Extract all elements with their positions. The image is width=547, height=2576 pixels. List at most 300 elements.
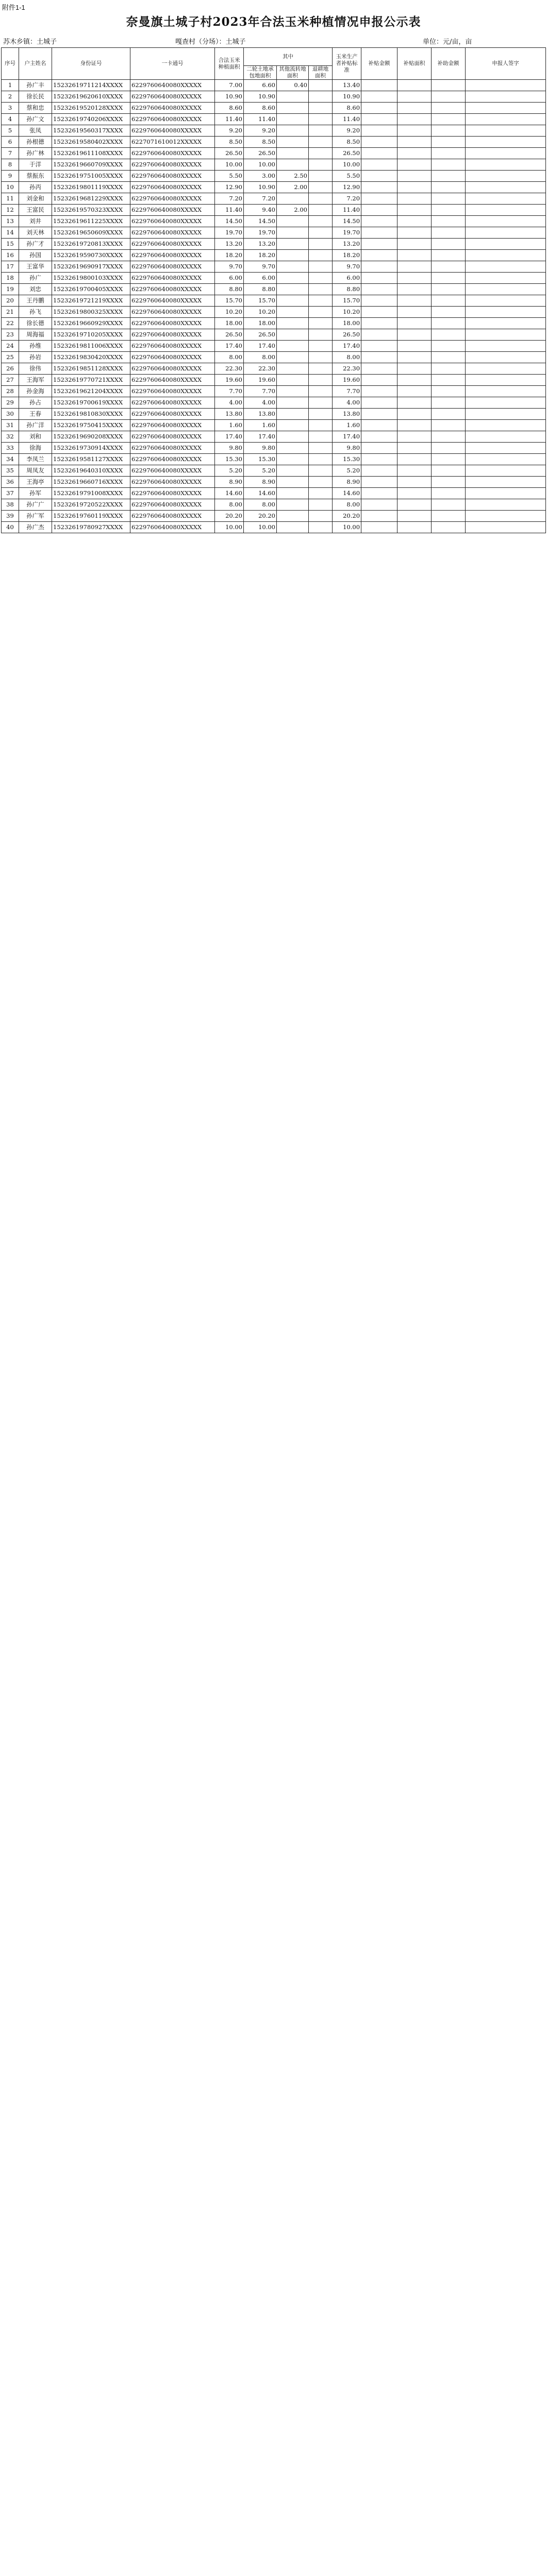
col-seq: 序号 <box>2 48 19 80</box>
table-row <box>2 454 546 465</box>
cell-card: 6229760640080XXXXX <box>130 443 215 454</box>
cell-seq: 9 <box>2 171 19 182</box>
cell-amt <box>361 250 397 261</box>
cell-amt <box>361 273 397 284</box>
cell-id: 15232619660709XXXX <box>52 159 130 171</box>
cell-rate: 15.30 <box>333 454 361 465</box>
cell-card: 6229760640080XXXXX <box>130 307 215 318</box>
col-c3: 申报人签字 <box>466 48 546 80</box>
cell-id: 15232619811006XXXX <box>52 341 130 352</box>
cell-seq: 35 <box>2 465 19 477</box>
cell-s3 <box>309 397 333 409</box>
cell-blank <box>432 284 466 295</box>
cell-blank <box>397 420 432 431</box>
cell-card: 6229760640080XXXXX <box>130 329 215 341</box>
cell-name: 周海福 <box>19 329 52 341</box>
cell-seq: 18 <box>2 273 19 284</box>
cell-name: 王海亭 <box>19 477 52 488</box>
cell-seq: 27 <box>2 375 19 386</box>
cell-s3 <box>309 329 333 341</box>
cell-card: 6229760640080XXXXX <box>130 114 215 125</box>
cell-s1: 10.90 <box>244 182 277 193</box>
cell-rate: 22.30 <box>333 363 361 375</box>
cell-rate: 11.40 <box>333 114 361 125</box>
table-row <box>2 329 546 341</box>
cell-rate: 19.70 <box>333 227 361 239</box>
cell-blank <box>432 182 466 193</box>
cell-s2 <box>277 443 309 454</box>
cell-s3 <box>309 443 333 454</box>
cell-rate: 26.50 <box>333 148 361 159</box>
cell-id: 15232619660929XXXX <box>52 318 130 329</box>
cell-card: 6229760640080XXXXX <box>130 273 215 284</box>
cell-seq: 15 <box>2 239 19 250</box>
cell-s2 <box>277 284 309 295</box>
cell-s2 <box>277 159 309 171</box>
cell-blank <box>466 227 546 239</box>
cell-blank <box>432 295 466 307</box>
cell-card: 6229760640080XXXXX <box>130 477 215 488</box>
cell-id: 15232619700405XXXX <box>52 284 130 295</box>
cell-id: 15232619681229XXXX <box>52 193 130 205</box>
cell-blank <box>466 443 546 454</box>
cell-s2: 2.00 <box>277 182 309 193</box>
cell-blank <box>397 465 432 477</box>
table-row <box>2 227 546 239</box>
cell-rate: 1.60 <box>333 420 361 431</box>
cell-card: 6229760640080XXXXX <box>130 488 215 499</box>
cell-blank <box>466 488 546 499</box>
cell-s2 <box>277 386 309 397</box>
cell-blank <box>397 352 432 363</box>
cell-s2 <box>277 431 309 443</box>
cell-id: 15232619611225XXXX <box>52 216 130 227</box>
cell-rate: 17.40 <box>333 341 361 352</box>
cell-seq: 37 <box>2 488 19 499</box>
cell-blank <box>466 171 546 182</box>
cell-seq: 17 <box>2 261 19 273</box>
cell-s2 <box>277 511 309 522</box>
cell-blank <box>397 148 432 159</box>
cell-name: 孙广杰 <box>19 522 52 533</box>
cell-rate: 18.00 <box>333 318 361 329</box>
cell-s3 <box>309 250 333 261</box>
cell-amt <box>361 488 397 499</box>
cell-s3 <box>309 159 333 171</box>
cell-name: 孙金海 <box>19 386 52 397</box>
cell-total: 1.60 <box>215 420 244 431</box>
cell-s1: 14.60 <box>244 488 277 499</box>
table-row <box>2 409 546 420</box>
cell-total: 11.40 <box>215 205 244 216</box>
cell-s3 <box>309 511 333 522</box>
cell-s2 <box>277 499 309 511</box>
cell-rate: 5.50 <box>333 171 361 182</box>
cell-amt <box>361 329 397 341</box>
cell-blank <box>397 159 432 171</box>
cell-rate: 10.00 <box>333 159 361 171</box>
cell-s3 <box>309 227 333 239</box>
cell-name: 孙占 <box>19 397 52 409</box>
table-row <box>2 216 546 227</box>
cell-blank <box>432 352 466 363</box>
cell-blank <box>432 91 466 103</box>
cell-blank <box>397 193 432 205</box>
cell-id: 15232619620610XXXX <box>52 91 130 103</box>
cell-amt <box>361 171 397 182</box>
cell-s2 <box>277 307 309 318</box>
cell-blank <box>397 125 432 137</box>
cell-s3 <box>309 103 333 114</box>
table-row <box>2 443 546 454</box>
cell-total: 7.00 <box>215 80 244 91</box>
cell-id: 15232619621204XXXX <box>52 386 130 397</box>
cell-name: 王春 <box>19 409 52 420</box>
cell-name: 孙国 <box>19 250 52 261</box>
table-row <box>2 80 546 91</box>
cell-amt <box>361 307 397 318</box>
cell-blank <box>397 205 432 216</box>
cell-seq: 7 <box>2 148 19 159</box>
cell-total: 5.20 <box>215 465 244 477</box>
cell-id: 15232619660716XXXX <box>52 477 130 488</box>
table-row <box>2 125 546 137</box>
cell-amt <box>361 409 397 420</box>
cell-name: 孙岩 <box>19 352 52 363</box>
table-row <box>2 193 546 205</box>
table-row <box>2 522 546 533</box>
cell-amt <box>361 477 397 488</box>
cell-name: 孙广军 <box>19 511 52 522</box>
cell-rate: 10.00 <box>333 522 361 533</box>
cell-blank <box>466 318 546 329</box>
cell-id: 15232619690208XXXX <box>52 431 130 443</box>
cell-s2: 2.00 <box>277 205 309 216</box>
cell-blank <box>432 511 466 522</box>
cell-name: 张凤 <box>19 125 52 137</box>
cell-s3 <box>309 114 333 125</box>
cell-name: 孙军 <box>19 488 52 499</box>
cell-s1: 15.30 <box>244 454 277 465</box>
cell-amt <box>361 522 397 533</box>
cell-s3 <box>309 318 333 329</box>
cell-card: 6229760640080XXXXX <box>130 386 215 397</box>
cell-s3 <box>309 454 333 465</box>
cell-blank <box>432 273 466 284</box>
table-row <box>2 465 546 477</box>
col-amt: 补贴金额 <box>361 48 397 80</box>
cell-name: 刘金和 <box>19 193 52 205</box>
cell-card: 6229760640080XXXXX <box>130 341 215 352</box>
cell-blank <box>466 216 546 227</box>
cell-s1: 8.50 <box>244 137 277 148</box>
cell-s2 <box>277 363 309 375</box>
cell-seq: 31 <box>2 420 19 431</box>
cell-amt <box>361 499 397 511</box>
cell-total: 8.00 <box>215 499 244 511</box>
cell-name: 孙广林 <box>19 148 52 159</box>
cell-id: 15232619851128XXXX <box>52 363 130 375</box>
cell-rate: 13.40 <box>333 80 361 91</box>
cell-id: 15232619581127XXXX <box>52 454 130 465</box>
cell-id: 15232619760119XXXX <box>52 511 130 522</box>
cell-card: 6229760640080XXXXX <box>130 431 215 443</box>
cell-amt <box>361 397 397 409</box>
cell-blank <box>466 454 546 465</box>
cell-id: 15232619710205XXXX <box>52 329 130 341</box>
cell-s3 <box>309 522 333 533</box>
cell-blank <box>466 431 546 443</box>
col-sub1: 二轮土地承包地面积 <box>244 66 277 80</box>
cell-id: 15232619720522XXXX <box>52 499 130 511</box>
cell-blank <box>432 465 466 477</box>
cell-blank <box>432 205 466 216</box>
cell-blank <box>432 193 466 205</box>
cell-blank <box>397 318 432 329</box>
cell-seq: 36 <box>2 477 19 488</box>
cell-blank <box>432 341 466 352</box>
cell-blank <box>397 488 432 499</box>
cell-blank <box>432 216 466 227</box>
cell-id: 15232619690917XXXX <box>52 261 130 273</box>
cell-s2 <box>277 227 309 239</box>
cell-blank <box>397 239 432 250</box>
cell-seq: 39 <box>2 511 19 522</box>
cell-s1: 6.00 <box>244 273 277 284</box>
cell-s1: 11.40 <box>244 114 277 125</box>
cell-s3 <box>309 125 333 137</box>
cell-blank <box>397 91 432 103</box>
table-row <box>2 295 546 307</box>
cell-id: 15232619520128XXXX <box>52 103 130 114</box>
cell-s1: 4.00 <box>244 397 277 409</box>
cell-seq: 4 <box>2 114 19 125</box>
cell-total: 15.70 <box>215 295 244 307</box>
cell-blank <box>466 363 546 375</box>
cell-id: 15232619800103XXXX <box>52 273 130 284</box>
cell-s3 <box>309 341 333 352</box>
cell-name: 徐长德 <box>19 318 52 329</box>
cell-seq: 3 <box>2 103 19 114</box>
cell-total: 8.00 <box>215 352 244 363</box>
table-row <box>2 250 546 261</box>
cell-s1: 14.50 <box>244 216 277 227</box>
cell-s1: 13.20 <box>244 239 277 250</box>
cell-blank <box>397 284 432 295</box>
cell-amt <box>361 193 397 205</box>
cell-amt <box>361 80 397 91</box>
cell-name: 孙飞 <box>19 307 52 318</box>
cell-amt <box>361 363 397 375</box>
cell-blank <box>432 250 466 261</box>
cell-total: 17.40 <box>215 431 244 443</box>
cell-seq: 5 <box>2 125 19 137</box>
table-row <box>2 363 546 375</box>
cell-total: 22.30 <box>215 363 244 375</box>
cell-seq: 21 <box>2 307 19 318</box>
cell-s2: 2.50 <box>277 171 309 182</box>
cell-seq: 10 <box>2 182 19 193</box>
cell-blank <box>432 488 466 499</box>
cell-blank <box>432 397 466 409</box>
cell-seq: 19 <box>2 284 19 295</box>
cell-rate: 9.70 <box>333 261 361 273</box>
cell-amt <box>361 216 397 227</box>
cell-s3 <box>309 91 333 103</box>
cell-blank <box>397 103 432 114</box>
cell-total: 9.80 <box>215 443 244 454</box>
cell-total: 14.60 <box>215 488 244 499</box>
cell-seq: 34 <box>2 454 19 465</box>
cell-s3 <box>309 420 333 431</box>
cell-s1: 26.50 <box>244 329 277 341</box>
cell-amt <box>361 386 397 397</box>
cell-amt <box>361 318 397 329</box>
cell-blank <box>466 261 546 273</box>
cell-s3 <box>309 182 333 193</box>
cell-s3 <box>309 137 333 148</box>
cell-blank <box>397 363 432 375</box>
cell-blank <box>432 522 466 533</box>
unit-label: 单位：元/亩，亩 <box>423 38 472 46</box>
cell-name: 刘忠 <box>19 284 52 295</box>
cell-s1: 10.20 <box>244 307 277 318</box>
cell-name: 蔡振东 <box>19 171 52 182</box>
cell-blank <box>466 329 546 341</box>
cell-card: 6229760640080XXXXX <box>130 103 215 114</box>
cell-id: 15232619751005XXXX <box>52 171 130 182</box>
cell-rate: 8.00 <box>333 499 361 511</box>
cell-amt <box>361 431 397 443</box>
cell-total: 19.70 <box>215 227 244 239</box>
cell-blank <box>466 477 546 488</box>
cell-amt <box>361 114 397 125</box>
cell-total: 18.20 <box>215 250 244 261</box>
cell-blank <box>466 114 546 125</box>
cell-amt <box>361 295 397 307</box>
cell-blank <box>466 375 546 386</box>
cell-blank <box>397 386 432 397</box>
cell-card: 6229760640080XXXXX <box>130 284 215 295</box>
cell-total: 26.50 <box>215 148 244 159</box>
cell-total: 10.00 <box>215 159 244 171</box>
cell-seq: 22 <box>2 318 19 329</box>
cell-seq: 13 <box>2 216 19 227</box>
cell-s3 <box>309 386 333 397</box>
cell-s1: 10.00 <box>244 159 277 171</box>
cell-card: 6227071610012XXXXX <box>130 137 215 148</box>
cell-card: 6229760640080XXXXX <box>130 397 215 409</box>
cell-s1: 10.90 <box>244 91 277 103</box>
cell-s1: 20.20 <box>244 511 277 522</box>
cell-blank <box>466 250 546 261</box>
cell-total: 8.80 <box>215 284 244 295</box>
table-row <box>2 137 546 148</box>
cell-s1: 9.80 <box>244 443 277 454</box>
page-title: 奈曼旗土城子村2023年合法玉米种植情况申报公示表 <box>126 15 421 29</box>
cell-blank <box>397 454 432 465</box>
cell-seq: 6 <box>2 137 19 148</box>
cell-card: 6229760640080XXXXX <box>130 171 215 182</box>
cell-total: 15.30 <box>215 454 244 465</box>
table-row <box>2 341 546 352</box>
village-label: 嘎查村（分场）：土城子 <box>175 38 246 46</box>
cell-name: 刘井 <box>19 216 52 227</box>
cell-name: 徐伟 <box>19 363 52 375</box>
cell-rate: 8.90 <box>333 477 361 488</box>
cell-s1: 19.70 <box>244 227 277 239</box>
cell-id: 15232619640310XXXX <box>52 465 130 477</box>
table-row <box>2 91 546 103</box>
cell-s2 <box>277 137 309 148</box>
cell-id: 15232619800325XXXX <box>52 307 130 318</box>
table-row <box>2 261 546 273</box>
cell-amt <box>361 420 397 431</box>
cell-s2 <box>277 454 309 465</box>
cell-name: 周凤友 <box>19 465 52 477</box>
cell-total: 9.70 <box>215 261 244 273</box>
cell-name: 孙广丰 <box>19 80 52 91</box>
cell-amt <box>361 261 397 273</box>
cell-s1: 8.00 <box>244 352 277 363</box>
cell-blank <box>397 273 432 284</box>
cell-name: 于洋 <box>19 159 52 171</box>
cell-id: 15232619750415XXXX <box>52 420 130 431</box>
cell-name: 孙维 <box>19 341 52 352</box>
col-total: 合法玉米种植面积 <box>215 48 244 80</box>
cell-s2 <box>277 375 309 386</box>
cell-card: 6229760640080XXXXX <box>130 511 215 522</box>
cell-s1: 8.00 <box>244 499 277 511</box>
cell-card: 6229760640080XXXXX <box>130 216 215 227</box>
cell-blank <box>432 261 466 273</box>
table-row <box>2 103 546 114</box>
cell-s1: 15.70 <box>244 295 277 307</box>
cell-blank <box>432 499 466 511</box>
cell-s3 <box>309 216 333 227</box>
cell-blank <box>432 137 466 148</box>
cell-total: 7.70 <box>215 386 244 397</box>
cell-blank <box>466 193 546 205</box>
cell-card: 6229760640080XXXXX <box>130 227 215 239</box>
cell-seq: 16 <box>2 250 19 261</box>
cell-blank <box>432 431 466 443</box>
cell-blank <box>466 137 546 148</box>
cell-rate: 8.80 <box>333 284 361 295</box>
table-row <box>2 114 546 125</box>
cell-amt <box>361 375 397 386</box>
cell-name: 孙广广 <box>19 499 52 511</box>
cell-s3 <box>309 409 333 420</box>
cell-s1: 17.40 <box>244 431 277 443</box>
cell-blank <box>397 171 432 182</box>
cell-blank <box>432 477 466 488</box>
cell-s2 <box>277 216 309 227</box>
cell-s3 <box>309 239 333 250</box>
col-sub: 其中 <box>244 48 333 66</box>
cell-rate: 7.70 <box>333 386 361 397</box>
cell-s3 <box>309 295 333 307</box>
cell-seq: 30 <box>2 409 19 420</box>
cell-rate: 13.80 <box>333 409 361 420</box>
cell-rate: 8.60 <box>333 103 361 114</box>
cell-name: 徐海 <box>19 443 52 454</box>
cell-blank <box>432 318 466 329</box>
table-row <box>2 148 546 159</box>
cell-s3 <box>309 273 333 284</box>
cell-s1: 26.50 <box>244 148 277 159</box>
cell-card: 6229760640080XXXXX <box>130 318 215 329</box>
